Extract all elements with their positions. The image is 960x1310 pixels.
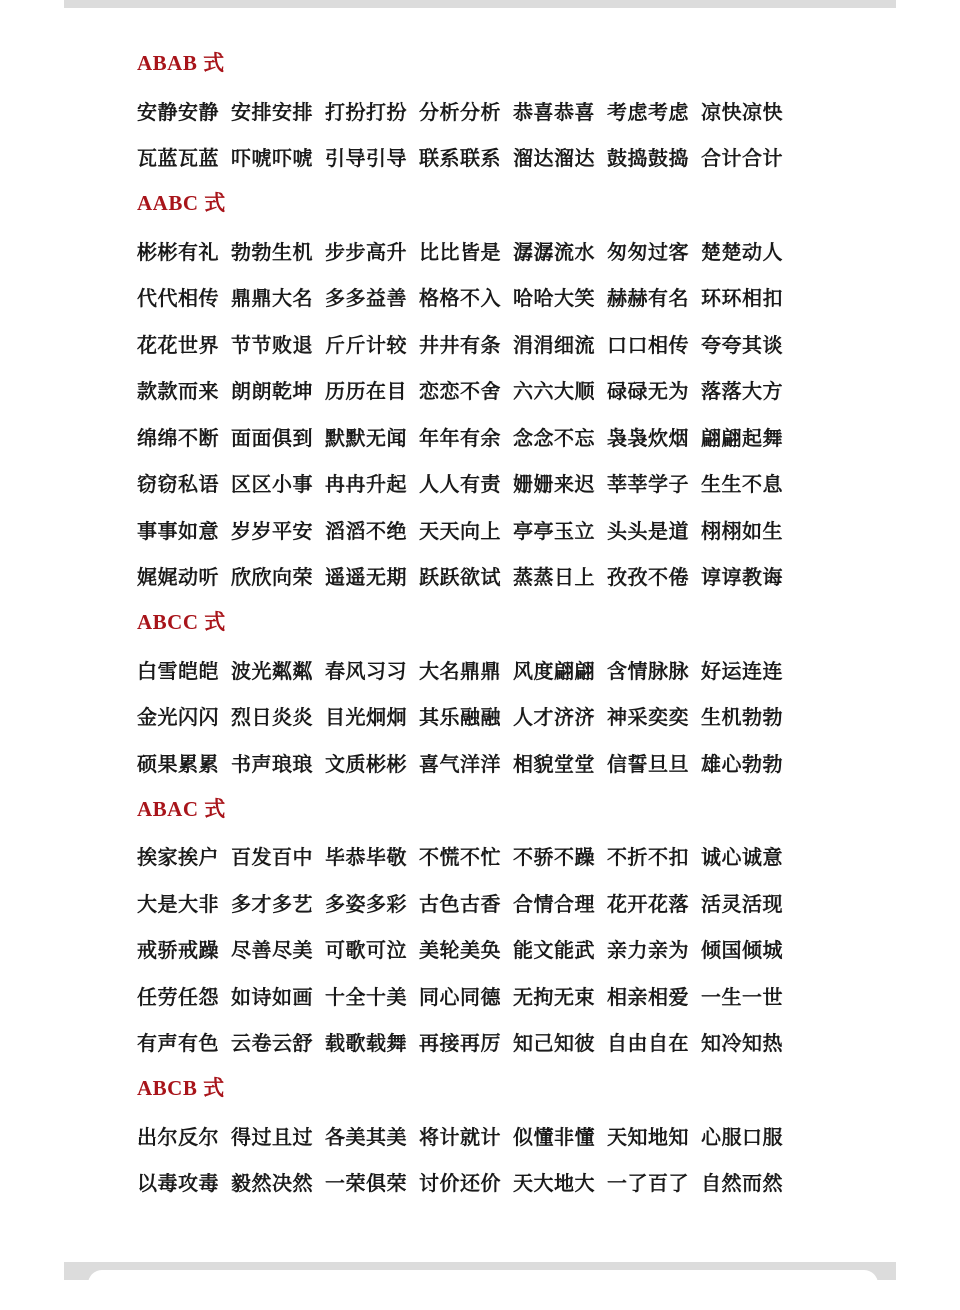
idiom-word: 神采奕奕 — [607, 705, 689, 730]
idiom-word: 将计就计 — [419, 1124, 501, 1149]
idiom-word: 白雪皑皑 — [137, 658, 219, 683]
idiom-word: 吓唬吓唬 — [231, 146, 313, 171]
idiom-word: 凉快凉快 — [701, 99, 783, 124]
idiom-word: 大是大非 — [137, 891, 219, 916]
idiom-word: 相貌堂堂 — [513, 751, 595, 776]
idiom-word: 款款而来 — [137, 379, 219, 404]
idiom-word: 事事如意 — [137, 518, 219, 543]
section-title: ABCB 式 — [137, 1076, 225, 1100]
idiom-word: 潺潺流水 — [513, 239, 595, 264]
idiom-word: 安静安静 — [137, 99, 219, 124]
idiom-word: 金光闪闪 — [137, 705, 219, 730]
idiom-word: 匆匆过客 — [607, 239, 689, 264]
idiom-word: 遥遥无期 — [325, 565, 407, 590]
idiom-word: 亲力亲为 — [607, 938, 689, 963]
idiom-word: 倾国倾城 — [701, 938, 783, 963]
idiom-row — [137, 833, 837, 880]
idiom-word: 节节败退 — [231, 332, 313, 357]
idiom-word: 环环相扣 — [701, 286, 783, 311]
idiom-row — [137, 506, 837, 553]
idiom-word: 窃窃私语 — [137, 472, 219, 497]
idiom-word: 讨价还价 — [419, 1171, 501, 1196]
idiom-word: 跃跃欲试 — [419, 565, 501, 590]
idiom-word: 美轮美奂 — [419, 938, 501, 963]
idiom-word: 自然而然 — [701, 1171, 783, 1196]
idiom-word: 十全十美 — [325, 984, 407, 1009]
idiom-word: 云卷云舒 — [231, 1031, 313, 1056]
idiom-word: 相亲相爱 — [607, 984, 689, 1009]
idiom-word: 滔滔不绝 — [325, 518, 407, 543]
idiom-word: 人人有责 — [419, 472, 501, 497]
idiom-word: 得过且过 — [231, 1124, 313, 1149]
idiom-word: 烈日炎炎 — [231, 705, 313, 730]
idiom-word: 雄心勃勃 — [701, 751, 783, 776]
next-page-card-edge — [88, 1270, 878, 1310]
idiom-word: 打扮打扮 — [325, 99, 407, 124]
idiom-word: 区区小事 — [231, 472, 313, 497]
idiom-word: 出尔反尔 — [137, 1124, 219, 1149]
idiom-row — [137, 926, 837, 973]
idiom-word: 各美其美 — [325, 1124, 407, 1149]
idiom-word: 知冷知热 — [701, 1031, 783, 1056]
idiom-word: 以毒攻毒 — [137, 1171, 219, 1196]
idiom-word: 如诗如画 — [231, 984, 313, 1009]
idiom-word: 同心同德 — [419, 984, 501, 1009]
idiom-word: 载歌载舞 — [325, 1031, 407, 1056]
idiom-word: 生生不息 — [701, 472, 783, 497]
idiom-row — [137, 879, 837, 926]
idiom-row — [137, 460, 837, 507]
idiom-word: 一了百了 — [607, 1171, 689, 1196]
idiom-word: 似懂非懂 — [513, 1124, 595, 1149]
idiom-word: 多多益善 — [325, 286, 407, 311]
idiom-word: 引导引导 — [325, 146, 407, 171]
idiom-word: 比比皆是 — [419, 239, 501, 264]
idiom-word: 目光炯炯 — [325, 705, 407, 730]
idiom-word: 默默无闻 — [325, 425, 407, 450]
idiom-word: 孜孜不倦 — [607, 565, 689, 590]
idiom-word: 再接再厉 — [419, 1031, 501, 1056]
idiom-word: 考虑考虑 — [607, 99, 689, 124]
idiom-word: 尽善尽美 — [231, 938, 313, 963]
idiom-word: 头头是道 — [607, 518, 689, 543]
idiom-word: 风度翩翩 — [513, 658, 595, 683]
idiom-list — [137, 40, 837, 1205]
idiom-word: 自由自在 — [607, 1031, 689, 1056]
idiom-word: 可歌可泣 — [325, 938, 407, 963]
idiom-word: 欣欣向荣 — [231, 565, 313, 590]
idiom-row — [137, 134, 837, 181]
idiom-word: 信誓旦旦 — [607, 751, 689, 776]
idiom-word: 彬彬有礼 — [137, 239, 219, 264]
idiom-word: 莘莘学子 — [607, 472, 689, 497]
idiom-word: 花花世界 — [137, 332, 219, 357]
idiom-word: 岁岁平安 — [231, 518, 313, 543]
idiom-word: 天知地知 — [607, 1124, 689, 1149]
idiom-word: 朗朗乾坤 — [231, 379, 313, 404]
idiom-row — [137, 693, 837, 740]
idiom-word: 代代相传 — [137, 286, 219, 311]
idiom-word: 娓娓动听 — [137, 565, 219, 590]
idiom-word: 一生一世 — [701, 984, 783, 1009]
idiom-word: 心服口服 — [701, 1124, 783, 1149]
idiom-word: 姗姗来迟 — [513, 472, 595, 497]
idiom-row — [137, 274, 837, 321]
idiom-word: 哈哈大笑 — [513, 286, 595, 311]
idiom-word: 夸夸其谈 — [701, 332, 783, 357]
idiom-word: 格格不入 — [419, 286, 501, 311]
idiom-word: 能文能武 — [513, 938, 595, 963]
idiom-word: 六六大顺 — [513, 379, 595, 404]
idiom-word: 其乐融融 — [419, 705, 501, 730]
idiom-row — [137, 227, 837, 274]
idiom-word: 波光粼粼 — [231, 658, 313, 683]
idiom-word: 不骄不躁 — [513, 845, 595, 870]
idiom-word: 蒸蒸日上 — [513, 565, 595, 590]
idiom-word: 谆谆教诲 — [701, 565, 783, 590]
idiom-word: 念念不忘 — [513, 425, 595, 450]
idiom-word: 瓦蓝瓦蓝 — [137, 146, 219, 171]
idiom-word: 恭喜恭喜 — [513, 99, 595, 124]
idiom-word: 翩翩起舞 — [701, 425, 783, 450]
idiom-row — [137, 1112, 837, 1159]
idiom-word: 毕恭毕敬 — [325, 845, 407, 870]
idiom-word: 分析分析 — [419, 99, 501, 124]
idiom-word: 恋恋不舍 — [419, 379, 501, 404]
idiom-word: 喜气洋洋 — [419, 751, 501, 776]
idiom-word: 鼎鼎大名 — [231, 286, 313, 311]
idiom-row — [137, 553, 837, 600]
idiom-word: 有声有色 — [137, 1031, 219, 1056]
idiom-word: 诚心诚意 — [701, 845, 783, 870]
idiom-word: 栩栩如生 — [701, 518, 783, 543]
idiom-word: 天大地大 — [513, 1171, 595, 1196]
idiom-row — [137, 1159, 837, 1206]
idiom-word: 冉冉升起 — [325, 472, 407, 497]
idiom-word: 人才济济 — [513, 705, 595, 730]
idiom-word: 花开花落 — [607, 891, 689, 916]
idiom-word: 硕果累累 — [137, 751, 219, 776]
idiom-word: 面面俱到 — [231, 425, 313, 450]
idiom-word: 勃勃生机 — [231, 239, 313, 264]
idiom-word: 碌碌无为 — [607, 379, 689, 404]
idiom-word: 大名鼎鼎 — [419, 658, 501, 683]
idiom-word: 袅袅炊烟 — [607, 425, 689, 450]
idiom-word: 天天向上 — [419, 518, 501, 543]
idiom-word: 一荣俱荣 — [325, 1171, 407, 1196]
idiom-word: 落落大方 — [701, 379, 783, 404]
idiom-word: 活灵活现 — [701, 891, 783, 916]
idiom-row — [137, 646, 837, 693]
idiom-word: 赫赫有名 — [607, 286, 689, 311]
idiom-word: 口口相传 — [607, 332, 689, 357]
idiom-word: 溜达溜达 — [513, 146, 595, 171]
idiom-word: 毅然决然 — [231, 1171, 313, 1196]
idiom-word: 步步高升 — [325, 239, 407, 264]
idiom-word: 百发百中 — [231, 845, 313, 870]
idiom-word: 戒骄戒躁 — [137, 938, 219, 963]
idiom-word: 古色古香 — [419, 891, 501, 916]
idiom-word: 生机勃勃 — [701, 705, 783, 730]
idiom-word: 多才多艺 — [231, 891, 313, 916]
section-title: ABCC 式 — [137, 610, 226, 634]
idiom-row — [137, 1019, 837, 1066]
idiom-word: 不折不扣 — [607, 845, 689, 870]
idiom-word: 文质彬彬 — [325, 751, 407, 776]
idiom-word: 不慌不忙 — [419, 845, 501, 870]
idiom-word: 合情合理 — [513, 891, 595, 916]
idiom-row — [137, 320, 837, 367]
idiom-word: 多姿多彩 — [325, 891, 407, 916]
idiom-word: 井井有条 — [419, 332, 501, 357]
section-title: ABAB 式 — [137, 51, 225, 75]
idiom-word: 楚楚动人 — [701, 239, 783, 264]
idiom-row — [137, 367, 837, 414]
idiom-word: 合计合计 — [701, 146, 783, 171]
idiom-word: 无拘无束 — [513, 984, 595, 1009]
idiom-word: 年年有余 — [419, 425, 501, 450]
idiom-word: 知己知彼 — [513, 1031, 595, 1056]
idiom-word: 斤斤计较 — [325, 332, 407, 357]
idiom-word: 亭亭玉立 — [513, 518, 595, 543]
idiom-word: 春风习习 — [325, 658, 407, 683]
idiom-row — [137, 972, 837, 1019]
idiom-word: 好运连连 — [701, 658, 783, 683]
idiom-word: 书声琅琅 — [231, 751, 313, 776]
idiom-word: 涓涓细流 — [513, 332, 595, 357]
idiom-row — [137, 87, 837, 134]
idiom-word: 任劳任怨 — [137, 984, 219, 1009]
idiom-word: 绵绵不断 — [137, 425, 219, 450]
idiom-row — [137, 739, 837, 786]
idiom-word: 联系联系 — [419, 146, 501, 171]
idiom-word: 安排安排 — [231, 99, 313, 124]
idiom-word: 含情脉脉 — [607, 658, 689, 683]
section-title: AABC 式 — [137, 191, 226, 215]
idiom-word: 挨家挨户 — [137, 845, 219, 870]
idiom-row — [137, 413, 837, 460]
top-divider — [64, 0, 896, 8]
idiom-word: 历历在目 — [325, 379, 407, 404]
section-title: ABAC 式 — [137, 796, 226, 821]
idiom-word: 鼓捣鼓捣 — [607, 146, 689, 171]
